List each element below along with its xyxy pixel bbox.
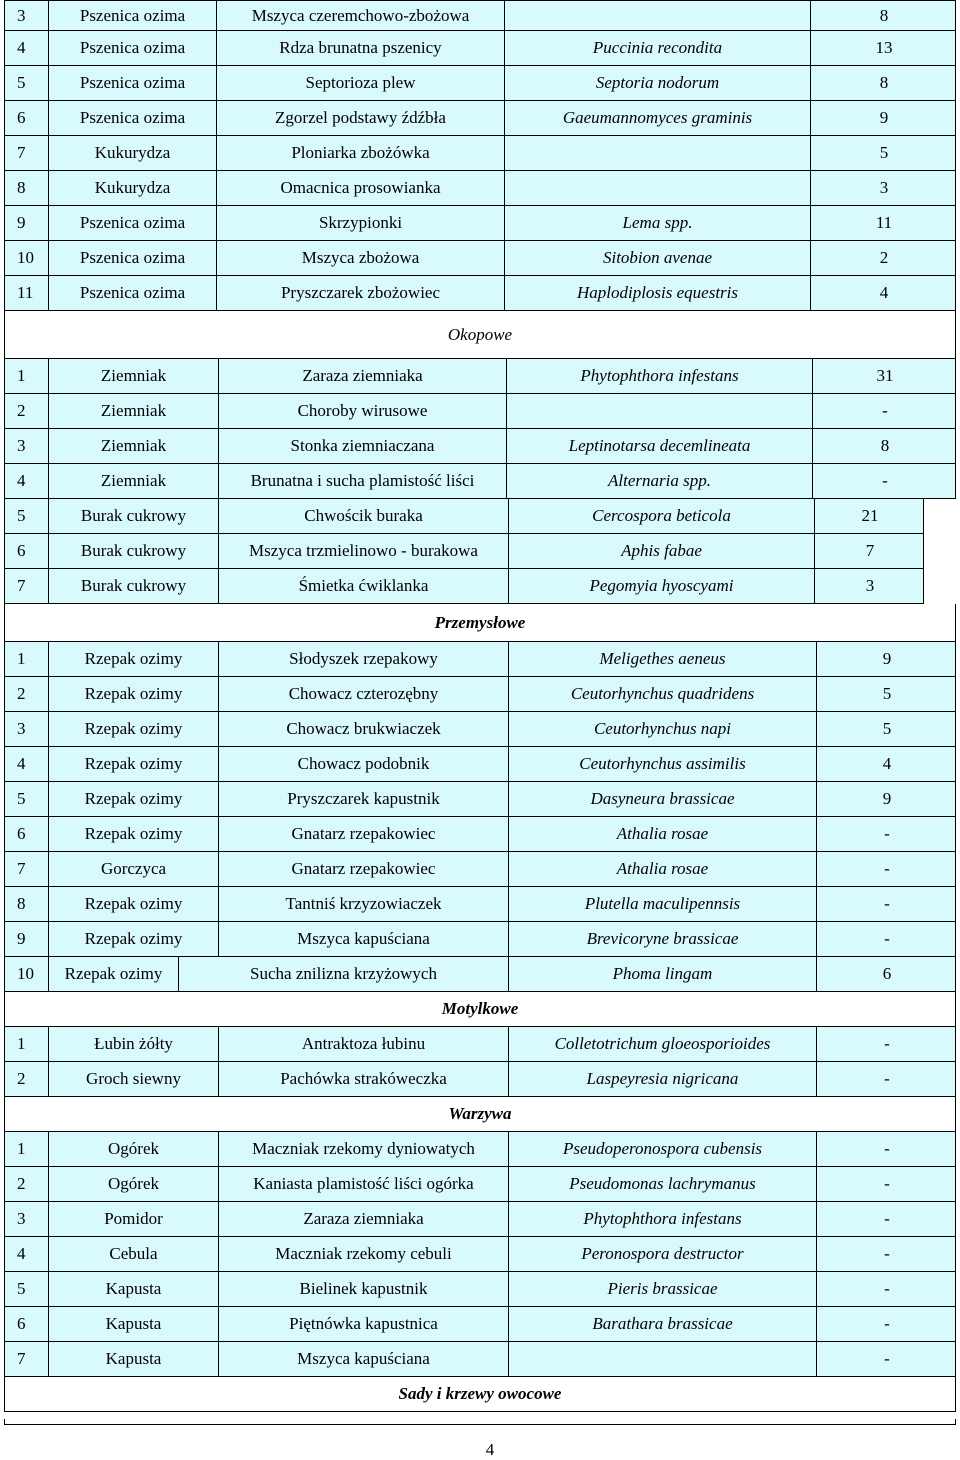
row-number: 5 bbox=[5, 66, 49, 100]
table-row bbox=[4, 359, 956, 394]
row-number: 10 bbox=[5, 241, 49, 275]
latin-name: Barathara brassicae bbox=[509, 1307, 817, 1341]
pest-name: Pryszczarek kapustnik bbox=[219, 782, 509, 816]
crop-name: Pomidor bbox=[49, 1202, 219, 1236]
crop-name: Pszenica ozima bbox=[49, 241, 217, 275]
crop-name: Kukurydza bbox=[49, 136, 217, 170]
latin-name bbox=[505, 171, 811, 205]
row-number: 2 bbox=[5, 677, 49, 711]
pest-name: Pachówka strakóweczka bbox=[219, 1062, 509, 1096]
count-value: - bbox=[884, 859, 890, 878]
crop-name: Pszenica ozima bbox=[49, 1, 217, 30]
latin-name: Gaeumannomyces graminis bbox=[505, 101, 811, 135]
latin-name: Cercospora beticola bbox=[509, 499, 815, 533]
row-number: 5 bbox=[5, 499, 49, 533]
table-row bbox=[4, 782, 956, 817]
latin-name: Laspeyresia nigricana bbox=[509, 1062, 817, 1096]
count-value: 8 bbox=[879, 5, 889, 25]
count-value: 21 bbox=[861, 506, 879, 525]
latin-name: Lema spp. bbox=[505, 206, 811, 240]
latin-name: Athalia rosae bbox=[509, 852, 817, 886]
table-row bbox=[4, 136, 956, 171]
count-value: 31 bbox=[876, 366, 894, 385]
crop-name: Rzepak ozimy bbox=[49, 782, 219, 816]
table-row bbox=[4, 922, 956, 957]
table-row bbox=[4, 534, 924, 569]
row-number: 7 bbox=[5, 852, 49, 886]
pest-name: Śmietka ćwiklanka bbox=[219, 569, 509, 603]
crop-name: Rzepak ozimy bbox=[49, 677, 219, 711]
pest-name: Zgorzel podstawy źdźbła bbox=[217, 101, 505, 135]
latin-name: Pseudoperonospora cubensis bbox=[509, 1132, 817, 1166]
row-number: 4 bbox=[5, 1237, 49, 1271]
table-row bbox=[4, 887, 956, 922]
row-number: 4 bbox=[5, 747, 49, 781]
table-row bbox=[4, 206, 956, 241]
pest-name: Bielinek kapustnik bbox=[219, 1272, 509, 1306]
pest-name: Ploniarka zbożówka bbox=[217, 136, 505, 170]
count-value: 2 bbox=[879, 248, 889, 267]
row-number: 8 bbox=[5, 887, 49, 921]
count-value: 9 bbox=[882, 789, 892, 808]
latin-name bbox=[507, 394, 813, 428]
table-row bbox=[4, 817, 956, 852]
pest-name: Zaraza ziemniaka bbox=[219, 1202, 509, 1236]
crop-name: Kapusta bbox=[49, 1307, 219, 1341]
pest-name: Chowacz czterozębny bbox=[219, 677, 509, 711]
crop-name: Burak cukrowy bbox=[49, 499, 219, 533]
pest-name: Gnatarz rzepakowiec bbox=[219, 817, 509, 851]
table-row bbox=[4, 276, 956, 311]
section-heading: Sady i krzewy owocowe bbox=[4, 1377, 956, 1412]
count-value: 3 bbox=[879, 178, 889, 197]
count-value: - bbox=[884, 824, 890, 843]
row-number: 8 bbox=[5, 171, 49, 205]
row-number: 1 bbox=[5, 359, 49, 393]
crop-name: Burak cukrowy bbox=[49, 534, 219, 568]
count-value: 7 bbox=[865, 541, 875, 560]
latin-name: Leptinotarsa decemlineata bbox=[507, 429, 813, 463]
count-value: - bbox=[882, 401, 888, 420]
table-row bbox=[4, 394, 956, 429]
pest-name: Omacnica prosowianka bbox=[217, 171, 505, 205]
count-value: - bbox=[884, 1209, 890, 1228]
count-value: 8 bbox=[879, 73, 889, 92]
latin-name: Puccinia recondita bbox=[505, 31, 811, 65]
table-row bbox=[4, 1342, 956, 1377]
row-number: 2 bbox=[5, 394, 49, 428]
crop-name: Burak cukrowy bbox=[49, 569, 219, 603]
count-value: - bbox=[884, 1174, 890, 1193]
section-heading: Warzywa bbox=[4, 1097, 956, 1132]
crop-name: Kapusta bbox=[49, 1272, 219, 1306]
crop-name: Rzepak ozimy bbox=[49, 922, 219, 956]
table-row bbox=[4, 1167, 956, 1202]
pest-name: Mszyca czeremchowo-zbożowa bbox=[217, 1, 505, 30]
latin-name: Phytophthora infestans bbox=[507, 359, 813, 393]
row-number: 5 bbox=[5, 1272, 49, 1306]
table-row bbox=[4, 464, 956, 499]
pest-name: Brunatna i sucha plamistość liści bbox=[219, 464, 507, 498]
row-number: 3 bbox=[5, 1, 49, 30]
pest-name: Sucha znilizna krzyżowych bbox=[179, 957, 509, 991]
count-value: 5 bbox=[882, 684, 892, 703]
row-number: 1 bbox=[5, 1027, 49, 1061]
latin-name: Phytophthora infestans bbox=[509, 1202, 817, 1236]
count-value: 6 bbox=[882, 964, 892, 983]
crop-name: Ziemniak bbox=[49, 394, 219, 428]
pest-name: Mszyca kapuściana bbox=[219, 1342, 509, 1376]
latin-name bbox=[505, 136, 811, 170]
latin-name: Sitobion avenae bbox=[505, 241, 811, 275]
pest-name: Gnatarz rzepakowiec bbox=[219, 852, 509, 886]
crop-name: Łubin żółty bbox=[49, 1027, 219, 1061]
crop-name: Ogórek bbox=[49, 1132, 219, 1166]
crop-name: Rzepak ozimy bbox=[49, 747, 219, 781]
pest-name: Skrzypionki bbox=[217, 206, 505, 240]
row-number: 11 bbox=[5, 276, 49, 310]
count-value: - bbox=[884, 1139, 890, 1158]
section-heading: Okopowe bbox=[4, 311, 956, 359]
table-row bbox=[4, 1202, 956, 1237]
latin-name: Pseudomonas lachrymanus bbox=[509, 1167, 817, 1201]
pest-name: Chwościk buraka bbox=[219, 499, 509, 533]
crop-name: Rzepak ozimy bbox=[49, 817, 219, 851]
count-value: - bbox=[884, 894, 890, 913]
latin-name: Peronospora destructor bbox=[509, 1237, 817, 1271]
crop-name: Pszenica ozima bbox=[49, 101, 217, 135]
pest-name: Mszyca kapuściana bbox=[219, 922, 509, 956]
latin-name: Aphis fabae bbox=[509, 534, 815, 568]
pest-name: Maczniak rzekomy dyniowatych bbox=[219, 1132, 509, 1166]
pest-name: Mszyca zbożowa bbox=[217, 241, 505, 275]
crop-name: Rzepak ozimy bbox=[49, 712, 219, 746]
crop-name: Ziemniak bbox=[49, 464, 219, 498]
pest-name: Kaniasta plamistość liści ogórka bbox=[219, 1167, 509, 1201]
latin-name bbox=[505, 1, 811, 30]
table-row bbox=[4, 1307, 956, 1342]
count-value: 3 bbox=[865, 576, 875, 595]
row-number: 6 bbox=[5, 534, 49, 568]
pest-name: Tantniś krzyzowiaczek bbox=[219, 887, 509, 921]
table-row bbox=[4, 569, 924, 604]
crop-name: Rzepak ozimy bbox=[49, 642, 219, 676]
crop-name: Pszenica ozima bbox=[49, 276, 217, 310]
row-number: 1 bbox=[5, 1132, 49, 1166]
latin-name: Pegomyia hyoscyami bbox=[509, 569, 815, 603]
row-number: 2 bbox=[5, 1167, 49, 1201]
crop-name: Pszenica ozima bbox=[49, 66, 217, 100]
crop-name: Ziemniak bbox=[49, 359, 219, 393]
count-value: 11 bbox=[875, 213, 893, 232]
crop-name: Gorczyca bbox=[49, 852, 219, 886]
row-number: 2 bbox=[5, 1062, 49, 1096]
pest-name: Choroby wirusowe bbox=[219, 394, 507, 428]
latin-name: Ceutorhynchus napi bbox=[509, 712, 817, 746]
count-value: - bbox=[884, 1314, 890, 1333]
section-heading: Przemysłowe bbox=[4, 604, 956, 642]
count-value: 8 bbox=[880, 436, 890, 455]
table-row bbox=[4, 712, 956, 747]
latin-name: Alternaria spp. bbox=[507, 464, 813, 498]
table-row bbox=[4, 0, 956, 31]
table-row bbox=[4, 1062, 956, 1097]
row-number: 7 bbox=[5, 136, 49, 170]
table-bottom-border bbox=[4, 1419, 956, 1425]
latin-name: Ceutorhynchus assimilis bbox=[509, 747, 817, 781]
pest-name: Rdza brunatna pszenicy bbox=[217, 31, 505, 65]
pest-name: Pryszczarek zbożowiec bbox=[217, 276, 505, 310]
table-row bbox=[4, 677, 956, 712]
latin-name: Ceutorhynchus quadridens bbox=[509, 677, 817, 711]
crop-name: Pszenica ozima bbox=[49, 206, 217, 240]
table-row bbox=[4, 429, 956, 464]
count-value: 9 bbox=[882, 649, 892, 668]
count-value: - bbox=[884, 1349, 890, 1368]
latin-name: Brevicoryne brassicae bbox=[509, 922, 817, 956]
count-value: 5 bbox=[882, 719, 892, 738]
count-value: - bbox=[884, 929, 890, 948]
row-number: 1 bbox=[5, 642, 49, 676]
latin-name: Pieris brassicae bbox=[509, 1272, 817, 1306]
crop-name: Kapusta bbox=[49, 1342, 219, 1376]
count-value: - bbox=[882, 471, 888, 490]
table-row bbox=[4, 957, 956, 992]
pest-name: Zaraza ziemniaka bbox=[219, 359, 507, 393]
pest-name: Słodyszek rzepakowy bbox=[219, 642, 509, 676]
table-row bbox=[4, 1272, 956, 1307]
page-number: 4 bbox=[485, 1440, 495, 1459]
latin-name: Meligethes aeneus bbox=[509, 642, 817, 676]
latin-name: Plutella maculipennsis bbox=[509, 887, 817, 921]
crop-name: Rzepak ozimy bbox=[49, 887, 219, 921]
count-value: - bbox=[884, 1244, 890, 1263]
latin-name: Phoma lingam bbox=[509, 957, 817, 991]
table-row bbox=[4, 499, 924, 534]
latin-name: Colletotrichum gloeosporioides bbox=[509, 1027, 817, 1061]
pest-name: Antraktoza łubinu bbox=[219, 1027, 509, 1061]
table-row bbox=[4, 66, 956, 101]
pest-name: Piętnówka kapustnica bbox=[219, 1307, 509, 1341]
count-value: 4 bbox=[882, 754, 892, 773]
count-value: 5 bbox=[879, 143, 889, 162]
pest-name: Maczniak rzekomy cebuli bbox=[219, 1237, 509, 1271]
row-number: 9 bbox=[5, 922, 49, 956]
table-row bbox=[4, 852, 956, 887]
crop-name: Pszenica ozima bbox=[49, 31, 217, 65]
pest-name: Chowacz brukwiaczek bbox=[219, 712, 509, 746]
latin-name bbox=[509, 1342, 817, 1376]
count-value: 9 bbox=[879, 108, 889, 127]
table-row bbox=[4, 642, 956, 677]
count-value: 4 bbox=[879, 283, 889, 302]
table-row bbox=[4, 1027, 956, 1062]
pest-name: Mszyca trzmielinowo - burakowa bbox=[219, 534, 509, 568]
row-number: 4 bbox=[5, 464, 49, 498]
crop-name: Groch siewny bbox=[49, 1062, 219, 1096]
row-number: 5 bbox=[5, 782, 49, 816]
crop-name: Ogórek bbox=[49, 1167, 219, 1201]
latin-name: Haplodiplosis equestris bbox=[505, 276, 811, 310]
row-number: 7 bbox=[5, 569, 49, 603]
row-number: 10 bbox=[5, 957, 49, 991]
count-value: 13 bbox=[875, 38, 893, 57]
table-row bbox=[4, 31, 956, 66]
pest-name: Chowacz podobnik bbox=[219, 747, 509, 781]
count-value: - bbox=[884, 1279, 890, 1298]
latin-name: Athalia rosae bbox=[509, 817, 817, 851]
latin-name: Dasyneura brassicae bbox=[509, 782, 817, 816]
latin-name: Septoria nodorum bbox=[505, 66, 811, 100]
count-value: - bbox=[884, 1069, 890, 1088]
row-number: 6 bbox=[5, 1307, 49, 1341]
row-number: 9 bbox=[5, 206, 49, 240]
row-number: 7 bbox=[5, 1342, 49, 1376]
table-row bbox=[4, 241, 956, 276]
table-row bbox=[4, 101, 956, 136]
row-number: 3 bbox=[5, 1202, 49, 1236]
section-heading: Motylkowe bbox=[4, 992, 956, 1027]
count-value: - bbox=[884, 1034, 890, 1053]
crop-name: Rzepak ozimy bbox=[49, 957, 179, 991]
row-number: 3 bbox=[5, 712, 49, 746]
pest-name: Stonka ziemniaczana bbox=[219, 429, 507, 463]
table-row bbox=[4, 171, 956, 206]
crop-name: Kukurydza bbox=[49, 171, 217, 205]
crop-name: Ziemniak bbox=[49, 429, 219, 463]
row-number: 6 bbox=[5, 817, 49, 851]
row-number: 4 bbox=[5, 31, 49, 65]
table-row bbox=[4, 747, 956, 782]
table-row bbox=[4, 1132, 956, 1167]
crop-name: Cebula bbox=[49, 1237, 219, 1271]
row-number: 3 bbox=[5, 429, 49, 463]
row-number: 6 bbox=[5, 101, 49, 135]
pest-name: Septorioza plew bbox=[217, 66, 505, 100]
table-row bbox=[4, 1237, 956, 1272]
